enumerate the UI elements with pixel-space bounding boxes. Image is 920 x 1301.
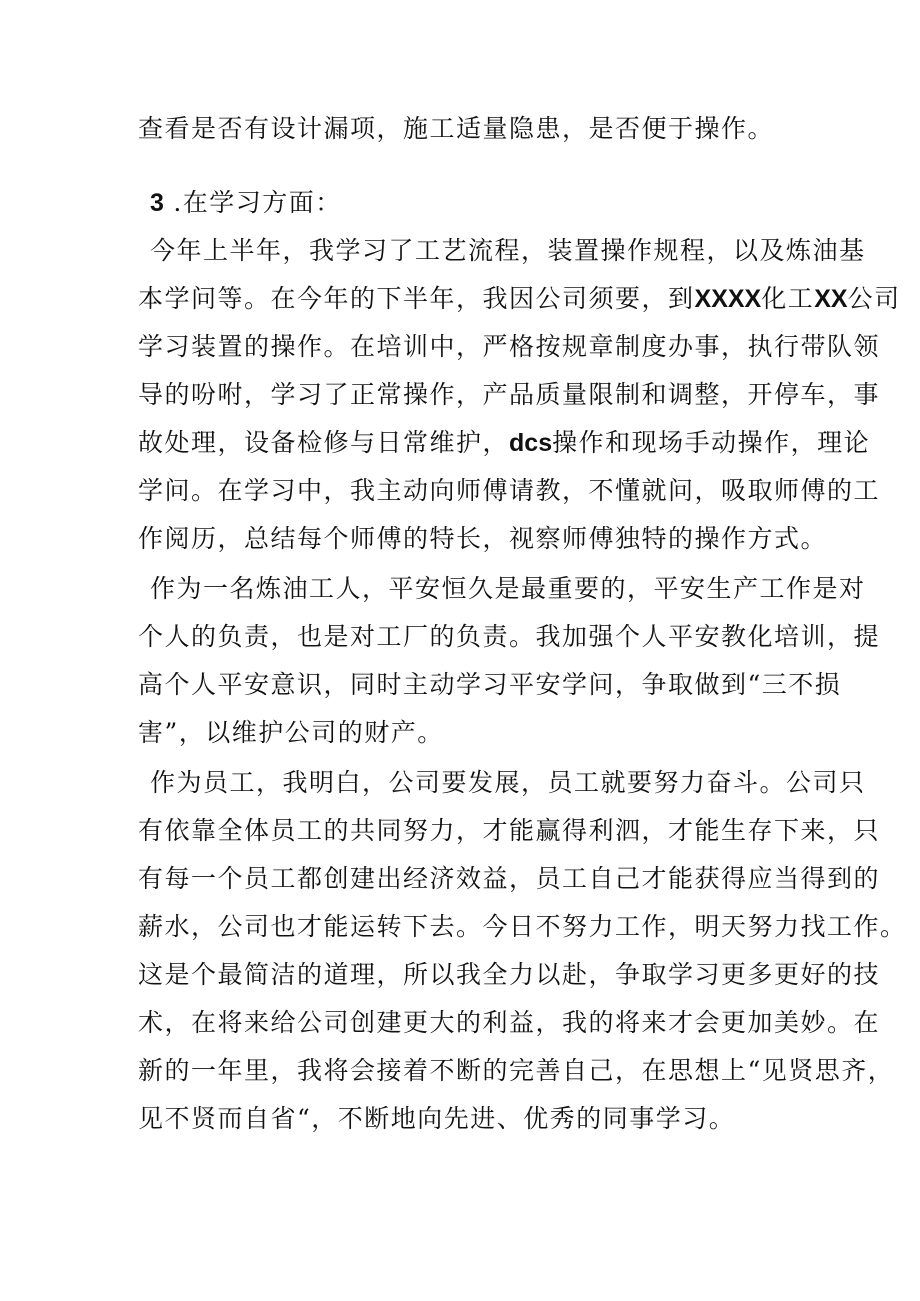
body-text-line: 术，在将来给公司创建更大的利益，我的将来才会更加美妙。在: [138, 1008, 881, 1037]
body-text-line: 有每一个员工都创建出经济效益，员工自己才能获得应当得到的: [138, 864, 881, 893]
body-text-line: 新的一年里，我将会接着不断的完善自己，在思想上“见贤思齐，: [138, 1056, 895, 1085]
body-text-line: 这是个最简洁的道理，所以我全力以赴，争取学习更多更好的技: [138, 960, 881, 989]
paragraph-start-line: 今年上半年，我学习了工艺流程，装置操作规程，以及炼油基: [150, 236, 866, 265]
body-text-line: 导的吩咐，学习了正常操作，产品质量限制和调整，开停车，事: [138, 380, 881, 409]
section-heading: 3 .在学习方面：: [150, 188, 342, 217]
body-text-line: 学习装置的操作。在培训中，严格按规章制度办事，执行带队领: [138, 332, 881, 361]
body-text-line: 高个人平安意识，同时主动学习平安学问，争取做到“三不损: [138, 670, 842, 699]
body-text-line: 查看是否有设计漏项，施工适量隐患，是否便于操作。: [138, 114, 775, 143]
body-text-line: 见不贤而自省“，不断地向先进、优秀的同事学习。: [138, 1104, 736, 1133]
body-text-line: 本学问等。在今年的下半年，我因公司须要，到XXXX化工XX公司: [138, 284, 901, 313]
paragraph-start-line: 作为员工，我明白，公司要发展，员工就要努力奋斗。公司只: [150, 768, 866, 797]
body-text-line: 薪水，公司也才能运转下去。今日不努力工作，明天努力找工作。: [138, 912, 907, 941]
paragraph-start-line: 作为一名炼油工人，平安恒久是最重要的，平安生产工作是对: [150, 574, 866, 603]
body-text-line: 作阅历，总结每个师傅的特长，视察师傅独特的操作方式。: [138, 524, 828, 553]
body-text-line: 故处理，设备检修与日常维护，dcs操作和现场手动操作，理论: [138, 428, 871, 457]
body-text-line: 有依靠全体员工的共同努力，才能赢得利泗，才能生存下来，只: [138, 816, 881, 845]
body-text-line: 个人的负责，也是对工厂的负责。我加强个人平安教化培训，提: [138, 622, 881, 651]
body-text-line: 害”，以维护公司的财产。: [138, 718, 444, 747]
body-text-line: 学问。在学习中，我主动向师傅请教，不懂就问，吸取师傅的工: [138, 476, 881, 505]
